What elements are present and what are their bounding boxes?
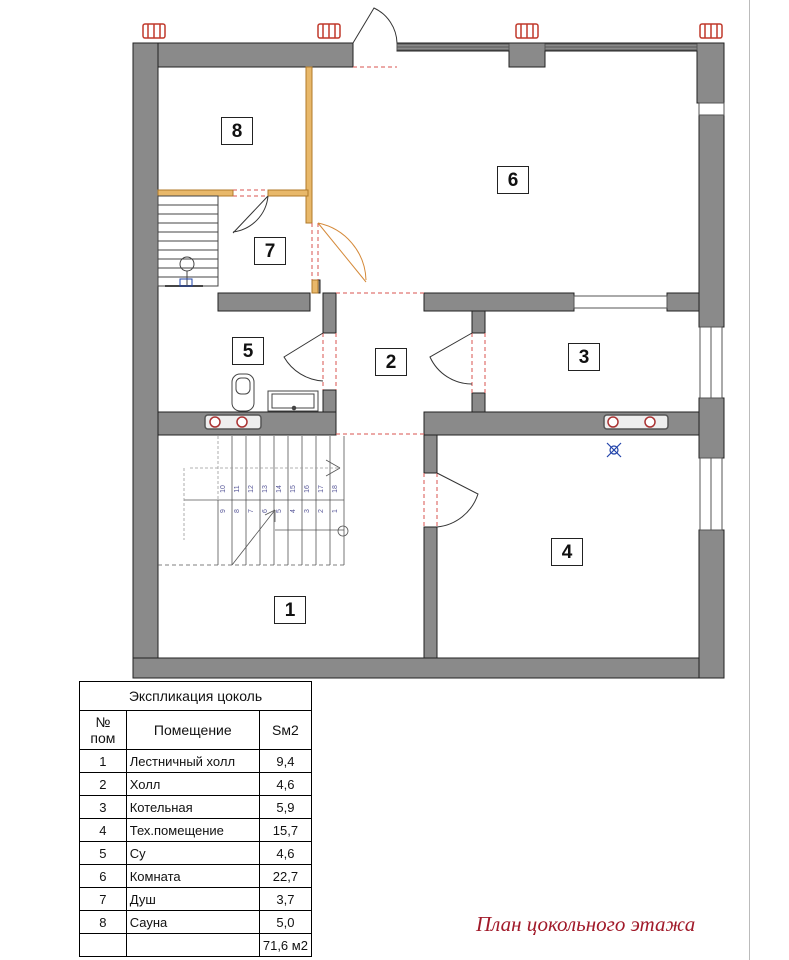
row-num: 1 — [80, 750, 127, 773]
wood-partition-8-right — [268, 190, 308, 196]
outer-wall-right-2 — [699, 398, 724, 458]
wall-5-right-lower — [323, 390, 336, 412]
outer-wall-right-3 — [699, 530, 724, 678]
table-row — [80, 750, 312, 773]
door-entrance — [353, 8, 397, 43]
stair-step-number: 18 — [332, 485, 339, 493]
stair-step-number: 8 — [234, 509, 241, 513]
row-num: 2 — [80, 773, 127, 796]
row-num: 4 — [80, 819, 127, 842]
stair-step-number: 10 — [220, 485, 227, 493]
door-3 — [430, 333, 472, 384]
row-area: 15,7 — [259, 819, 311, 842]
row-area: 5,9 — [259, 796, 311, 819]
stair-step-number: 6 — [262, 509, 269, 513]
row-num: 3 — [80, 796, 127, 819]
row-area: 22,7 — [259, 865, 311, 888]
row-num: 5 — [80, 842, 127, 865]
room-label-3: 3 — [568, 343, 600, 371]
row-area: 3,7 — [259, 888, 311, 911]
row-num: 8 — [80, 911, 127, 934]
table-row — [80, 865, 312, 888]
outer-wall-right-1 — [699, 115, 724, 327]
room-label-2: 2 — [375, 348, 407, 376]
table-row — [80, 819, 312, 842]
row-area: 4,6 — [259, 773, 311, 796]
wood-partition-stub — [312, 280, 318, 293]
room-label-4: 4 — [551, 538, 583, 566]
wall-2-left-upper — [323, 293, 336, 333]
table-row — [80, 911, 312, 934]
row-area: 5,0 — [259, 911, 311, 934]
row-area: 9,4 — [259, 750, 311, 773]
stair-step-number: 14 — [276, 485, 283, 493]
door-7 — [233, 196, 268, 233]
total-row — [80, 934, 312, 957]
wall-4-left-upper — [424, 435, 437, 473]
room-label-1: 1 — [274, 596, 306, 624]
row-name: Душ — [126, 888, 259, 911]
outer-wall-top-left — [133, 43, 353, 67]
header-num: № пом — [80, 711, 127, 750]
stair-step-number: 9 — [220, 509, 227, 513]
door-6 — [318, 223, 366, 282]
stair-numbers-upper — [220, 485, 339, 493]
page-edge-line — [749, 0, 750, 960]
door-5 — [284, 333, 323, 381]
row-name: Котельная — [126, 796, 259, 819]
stair-step-number: 4 — [290, 509, 297, 513]
staircase-main — [158, 436, 348, 565]
explication-table — [79, 681, 312, 957]
table-row — [80, 796, 312, 819]
stair-step-number: 1 — [332, 509, 339, 513]
stair-step-number: 16 — [304, 485, 311, 493]
doors — [233, 8, 478, 527]
row-num: 6 — [80, 865, 127, 888]
total-name-empty — [126, 934, 259, 957]
wall-6-2-right — [424, 293, 574, 311]
stair-step-number: 13 — [262, 485, 269, 493]
outer-wall-left — [133, 43, 158, 678]
explication-caption-row — [80, 682, 312, 711]
stair-step-number: 11 — [234, 485, 241, 493]
row-name: Су — [126, 842, 259, 865]
outer-wall-top-pier — [509, 43, 545, 67]
wall-6-3-right — [667, 293, 699, 311]
table-row — [80, 773, 312, 796]
outer-wall-bottom — [133, 658, 724, 678]
stair-room-8 — [158, 196, 218, 286]
stair-step-number: 15 — [290, 485, 297, 493]
room-label-7: 7 — [254, 237, 286, 265]
table-row — [80, 842, 312, 865]
lamp-symbol — [607, 443, 621, 457]
wall-7-5 — [218, 293, 310, 311]
windows — [397, 44, 724, 530]
table-row — [80, 888, 312, 911]
radiators — [143, 24, 722, 38]
row-name: Холл — [126, 773, 259, 796]
row-name: Сауна — [126, 911, 259, 934]
total-area: 71,6 м2 — [259, 934, 311, 957]
total-num-empty — [80, 934, 127, 957]
row-num: 7 — [80, 888, 127, 911]
stair-step-number: 2 — [318, 509, 325, 513]
stair-step-number: 7 — [248, 509, 255, 513]
stair-step-number: 3 — [304, 509, 311, 513]
stair-step-number: 5 — [276, 509, 283, 513]
stair-step-number: 17 — [318, 485, 325, 493]
row-area: 4,6 — [259, 842, 311, 865]
bathroom-fixtures — [232, 374, 318, 411]
room-label-8: 8 — [221, 117, 253, 145]
outer-wall-corner-tr — [697, 43, 724, 103]
stair-numbers-lower — [220, 509, 339, 513]
header-name: Помещение — [126, 711, 259, 750]
door-4 — [437, 473, 478, 527]
row-name: Комната — [126, 865, 259, 888]
explication-caption: Экспликация цоколь — [80, 682, 312, 711]
wall-3-left-upper — [472, 311, 485, 333]
header-area: Sм2 — [259, 711, 311, 750]
room-label-6: 6 — [497, 166, 529, 194]
row-name: Лестничный холл — [126, 750, 259, 773]
explication-header-row — [80, 711, 312, 750]
wood-partition-8-left — [158, 190, 233, 196]
stair-step-number: 12 — [248, 485, 255, 493]
plan-title: План цокольного этажа — [476, 912, 696, 936]
wall-4-left-lower — [424, 527, 437, 658]
wood-partition-vertical — [306, 67, 312, 223]
row-name: Тех.помещение — [126, 819, 259, 842]
room-label-5: 5 — [232, 337, 264, 365]
